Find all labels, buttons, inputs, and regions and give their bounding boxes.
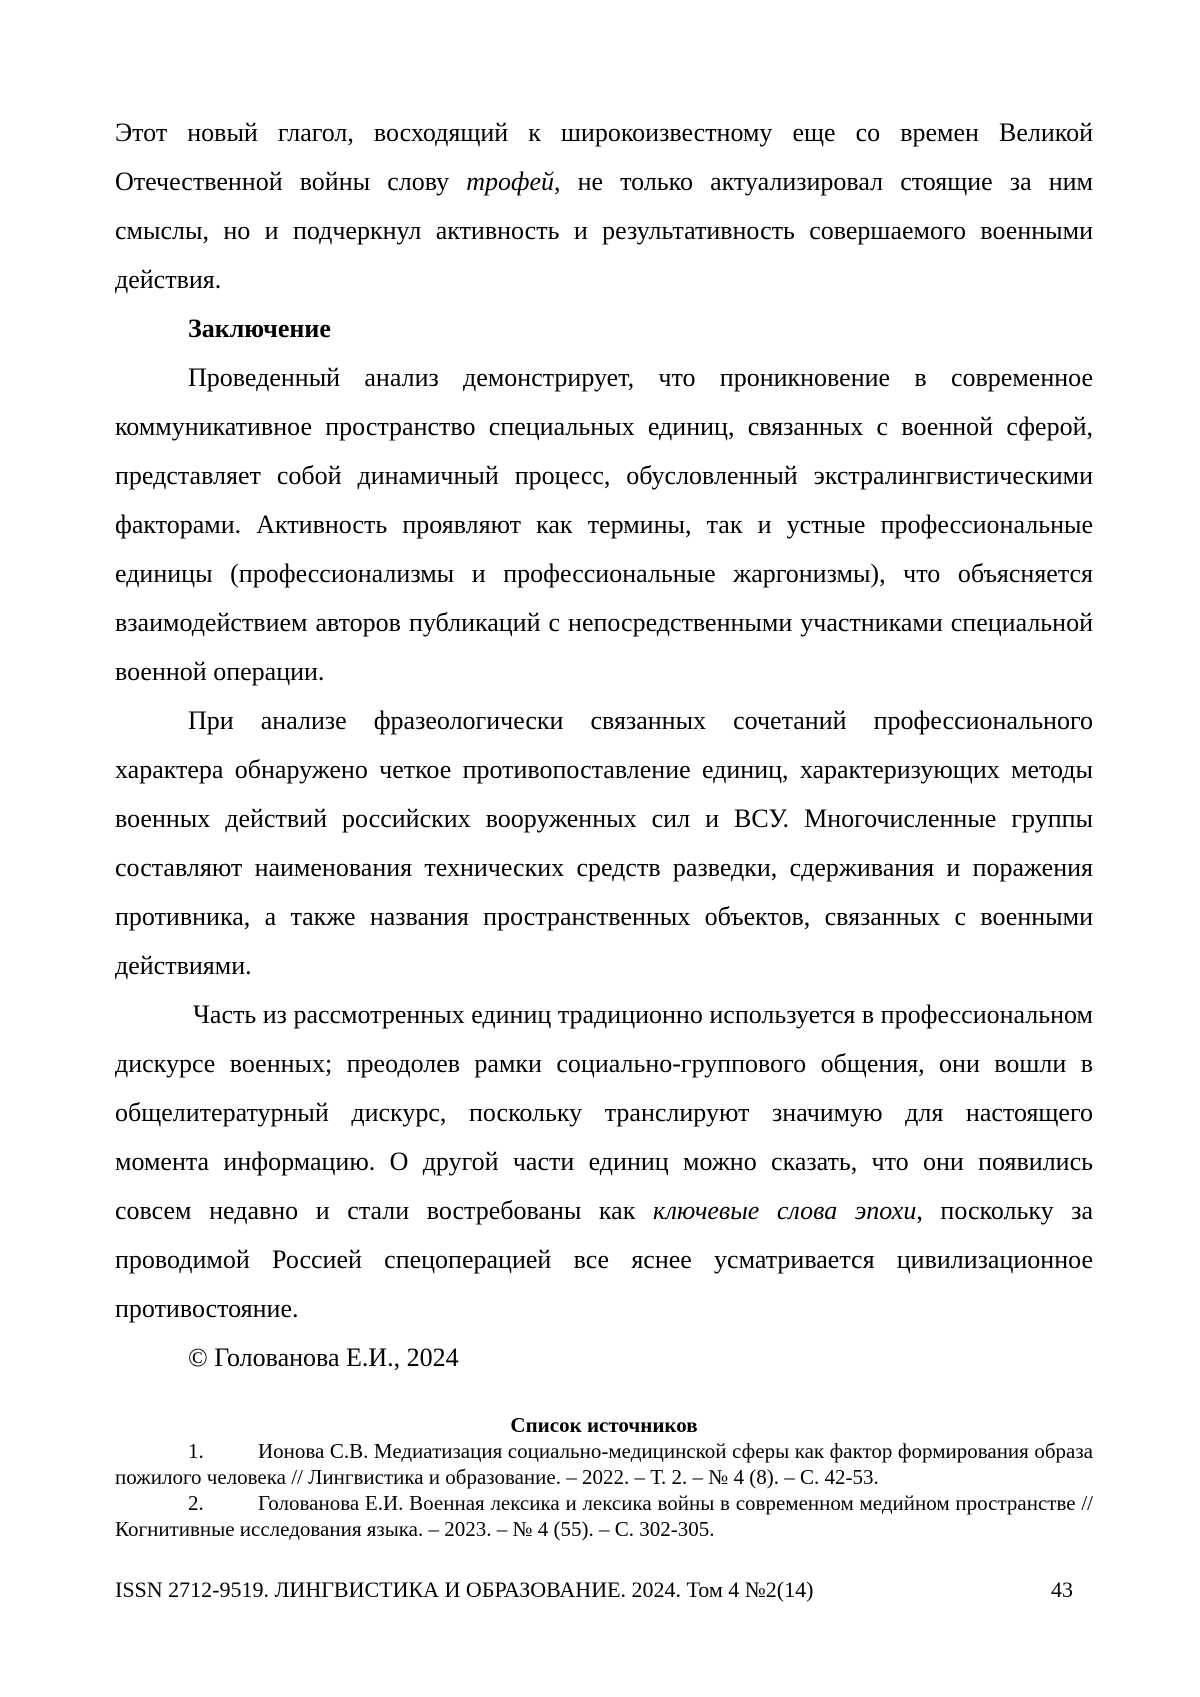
paragraph-text: , поскольку за проводимой Россией спецоперацией все яснее усматривается цивилизационное противостояние. xyxy=(115,1196,1093,1323)
reference-text: Ионова С.В. Медиатизация социально-медицинской сферы как фактор формирования образа пожилого человека // Лингвистика и образование. – 2022. – Т. 2. – № 4 (8). – С. 42-53. xyxy=(115,1439,1093,1489)
paragraph-analysis: Проведенный анализ демонстрирует, что проникновение в современное коммуникативное пространство специальных единиц, связанных с военной сферой, представляет собой динамичный процесс, обусловленный экстралингвистическими факторами. Активность проявляют как термины, так и устные профессиональные единицы (профессионализмы и профессиональные жаргонизмы), что объясняется взаимодействием авторов публикаций с непосредственными участниками специальной военной операции. xyxy=(115,353,1093,696)
references-section xyxy=(115,1412,1093,1542)
paper-page xyxy=(0,0,1200,1697)
reference-number: 2. xyxy=(188,1490,258,1516)
article-body xyxy=(115,108,1093,1382)
paragraph-phraseology: При анализе фразеологически связанных сочетаний профессионального характера обнаружено четкое противопоставление единиц, характеризующих методы военных действий российских вооруженных сил и ВСУ. Многочисленные группы составляют наименования технических средств разведки, сдерживания и поражения противника, а также названия пространственных объектов, связанных с военными действиями. xyxy=(115,696,1093,990)
reference-number: 1. xyxy=(188,1438,258,1464)
paragraph-text: Часть из рассмотренных единиц традиционно используется в профессиональном дискурсе военных; преодолев рамки социально-группового общения, они вошли в общелитературный дискурс, поскольку транслируют значимую для настоящего момента информацию. О другой части единиц можно сказать, что они появились совсем недавно и стали востребованы как xyxy=(115,1000,1093,1225)
copyright-line: © Голованова Е.И., 2024 xyxy=(115,1333,1093,1382)
paragraph-text: , не только актуализировал стоящие за ним смыслы, но и подчеркнул активность и результативность совершаемого военными действия. xyxy=(115,167,1093,294)
conclusion-heading: Заключение xyxy=(115,304,1093,353)
italic-term: трофей xyxy=(466,167,554,196)
page-number: 43 xyxy=(1051,1576,1073,1604)
reference-text: Голованова Е.И. Военная лексика и лексика войны в современном медийном пространстве // Когнитивные исследования языка. – 2023. – № 4 (55). – С. 302-305. xyxy=(115,1491,1093,1541)
reference-item xyxy=(115,1490,1093,1542)
references-title: Список источников xyxy=(115,1412,1093,1438)
paragraph-key-words xyxy=(115,990,1093,1333)
journal-info: ISSN 2712-9519. ЛИНГВИСТИКА И ОБРАЗОВАНИЕ. 2024. Том 4 №2(14) xyxy=(115,1576,813,1604)
reference-item xyxy=(115,1438,1093,1490)
paragraph-text: Этот новый глагол, восходящий к широкоизвестному еще со времен Великой Отечественной войны слову xyxy=(115,118,1093,196)
italic-term: ключевые слова эпохи xyxy=(653,1196,916,1225)
paragraph-trophy-verb xyxy=(115,108,1093,304)
